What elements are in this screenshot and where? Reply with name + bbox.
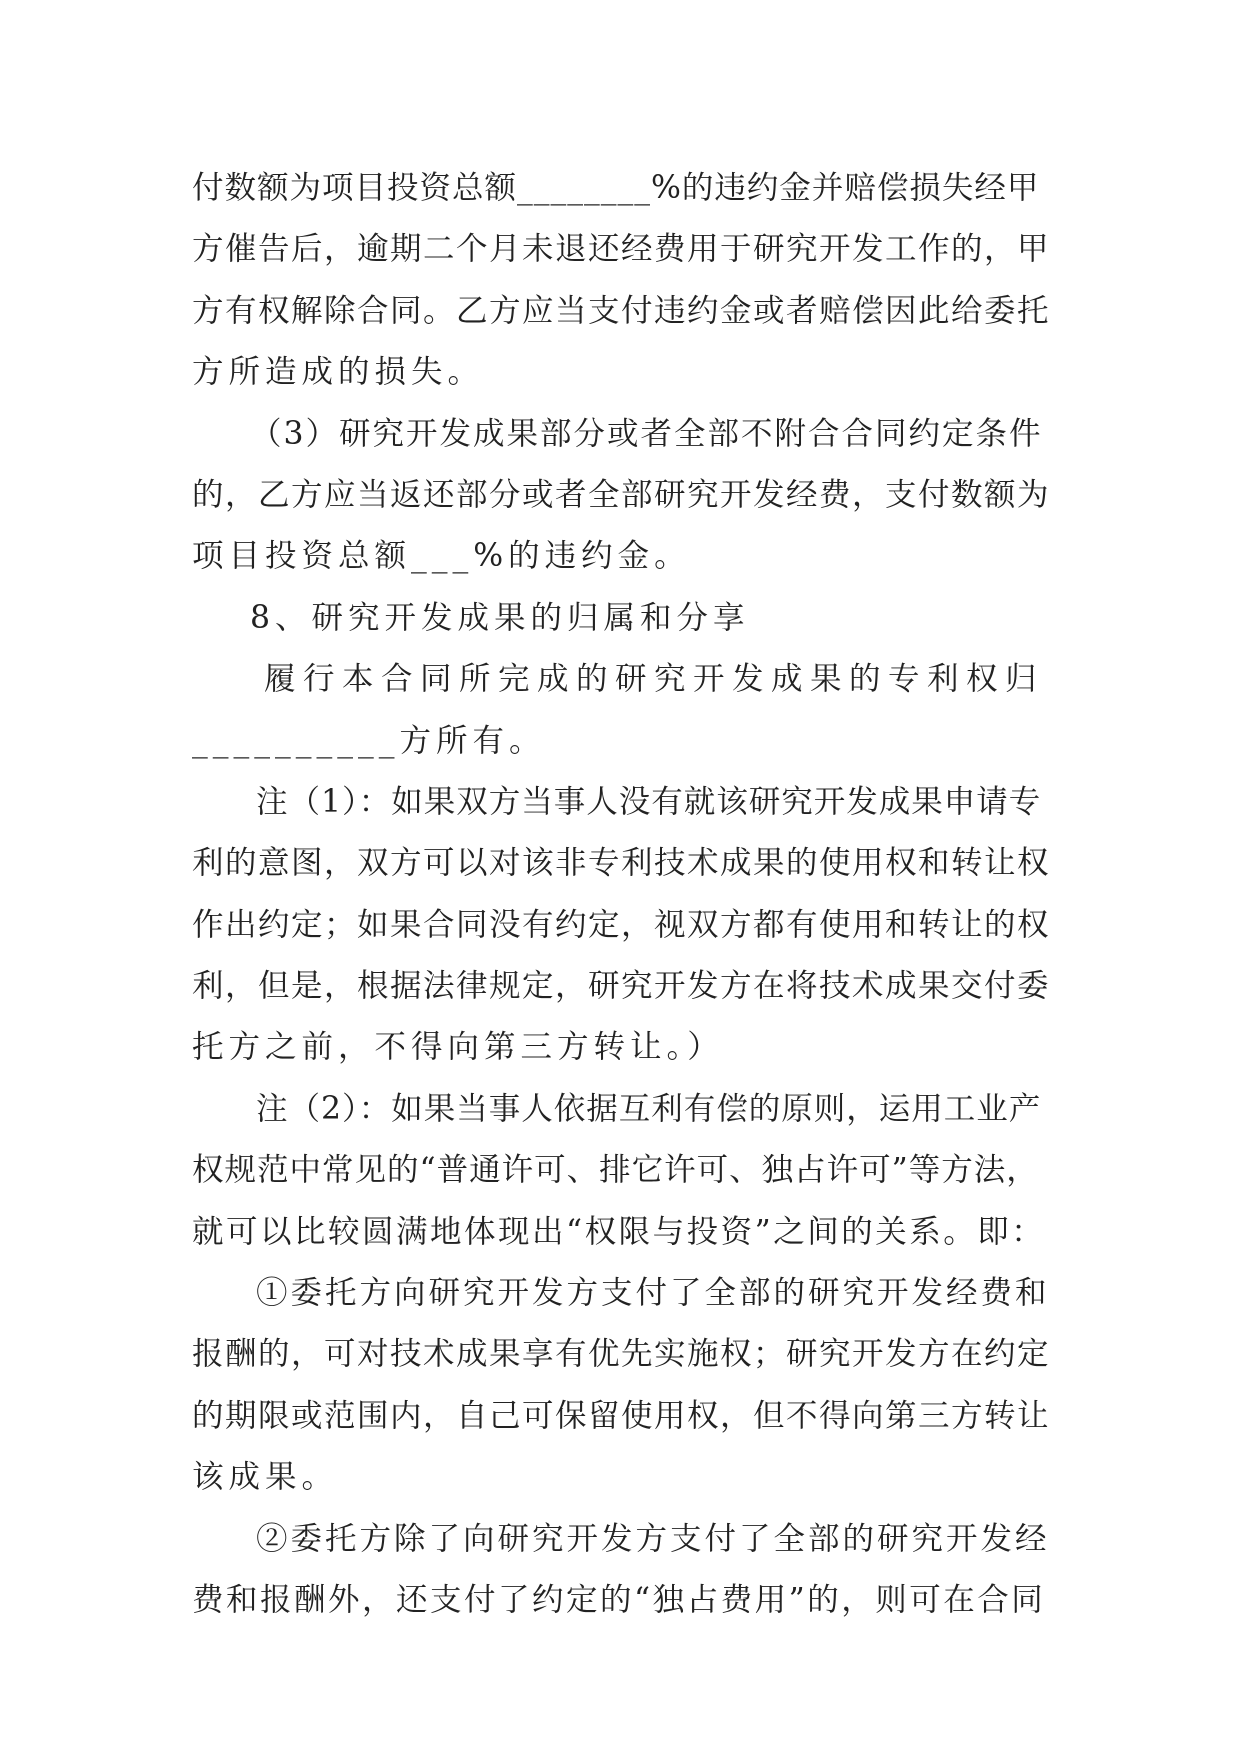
text-line: 方有权解除合同。乙方应当支付违约金或者赔偿因此给委托 <box>192 292 1051 329</box>
list-item: ②委托方除了向研究开发方支付了全部的研究开发经 <box>256 1520 1050 1557</box>
list-item: 费和报酬外，还支付了约定的“独占费用”的，则可在合同 <box>192 1581 1046 1618</box>
list-item: 该成果。 <box>192 1459 339 1496</box>
text-line: __________方所有。 <box>192 722 546 759</box>
text-line: 方所造成的损失。 <box>192 354 485 391</box>
note-line: 托方之前，不得向第三方转让。） <box>192 1029 724 1066</box>
text-line: 履行本合同所完成的研究开发成果的专利权归 <box>264 661 1045 698</box>
note-line: 利，但是，根据法律规定，研究开发方在将技术成果交付委 <box>192 968 1051 1005</box>
text-line: 付数额为项目投资总额________%的违约金并赔偿损失经甲 <box>192 170 1040 206</box>
text-line: 的，乙方应当返还部分或者全部研究开发经费，支付数额为 <box>192 476 1051 513</box>
list-item: 的期限或范围内，自己可保留使用权，但不得向第三方转让 <box>192 1397 1051 1434</box>
note-line: 作出约定；如果合同没有约定，视双方都有使用和转让的权 <box>192 906 1051 943</box>
section-heading: 8、研究开发成果的归属和分享 <box>250 599 750 636</box>
text-line: 方催告后，逾期二个月未退还经费用于研究开发工作的，甲 <box>192 231 1051 268</box>
document-body <box>192 158 1050 1631</box>
note-line: 注（2）：如果当事人依据互利有偿的原则，运用工业产 <box>256 1090 1042 1127</box>
note-line: 利的意图，双方可以对该非专利技术成果的使用权和转让权 <box>192 845 1051 882</box>
text-line: 项目投资总额___%的违约金。 <box>192 538 691 575</box>
list-item: ①委托方向研究开发方支付了全部的研究开发经费和 <box>256 1275 1050 1312</box>
note-line: 注（1）：如果双方当事人没有就该研究开发成果申请专 <box>256 783 1042 820</box>
note-line: 权规范中常见的“普通许可、排它许可、独占许可”等方法， <box>192 1152 1039 1189</box>
text-line: （3）研究开发成果部分或者全部不附合合同约定条件 <box>250 415 1043 452</box>
list-item: 报酬的，可对技术成果享有优先实施权；研究开发方在约定 <box>192 1336 1051 1373</box>
note-line: 就可以比较圆满地体现出“权限与投资”之间的关系。即： <box>192 1213 1046 1250</box>
